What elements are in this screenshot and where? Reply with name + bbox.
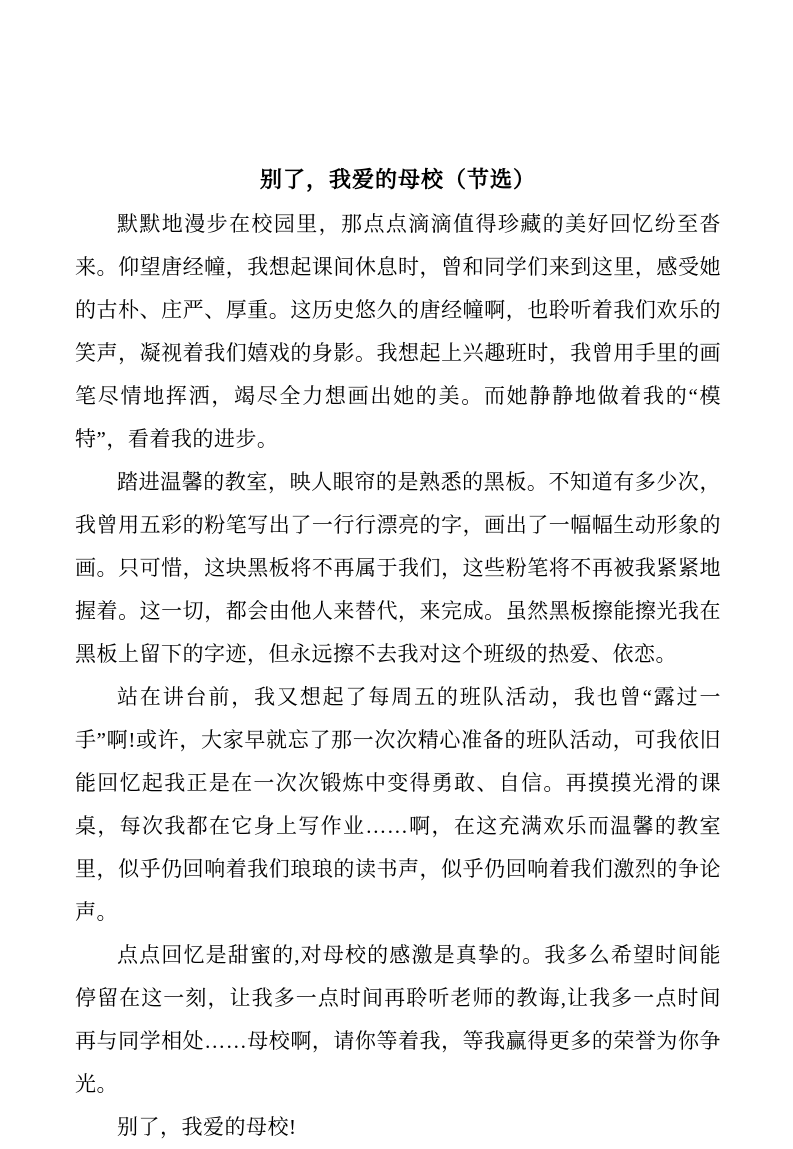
paragraph-5: 别了，我爱的母校! xyxy=(117,1115,297,1139)
essay-title: 别了，我爱的母校（节选） xyxy=(259,167,536,192)
paragraph-3: 站在讲台前，我又想起了每周五的班队活动，我也曾“露过一手”啊!或许，大家早就忘了那一次次精心准备的班队活动，可我依旧能回忆起我正是在一次次锻炼中变得勇敢、自信。再摸摸光滑的课桌，每次我都在它身上写作业……啊，在这充满欢乐而温馨的教室里，似乎仍回响着我们琅琅的读书声，似乎仍回响着我们激烈的争论声。 xyxy=(75,685,721,924)
paragraph-1: 默默地漫步在校园里，那点点滴滴值得珍藏的美好回忆纷至沓来。仰望唐经幢，我想起课间休息时，曾和同学们来到这里，感受她的古朴、庄严、厚重。这历史悠久的唐经幢啊，也聆听着我们欢乐的笑声，凝视着我们嬉戏的身影。我想起上兴趣班时，我曾用手里的画笔尽情地挥洒，竭尽全力想画出她的美。而她静静地做着我的“模特”，看着我的进步。 xyxy=(75,212,721,451)
paragraph-4: 点点回忆是甜蜜的,对母校的感激是真挚的。我多么希望时间能停留在这一刻，让我多一点时间再聆听老师的教诲,让我多一点时间再与同学相处……母校啊，请你等着我，等我赢得更多的荣誉为你争光。 xyxy=(75,943,721,1096)
paragraph-2: 踏进温馨的教室，映人眼帘的是熟悉的黑板。不知道有多少次，我曾用五彩的粉笔写出了一行行漂亮的字，画出了一幅幅生动形象的画。只可惜，这块黑板将不再属于我们，这些粉笔将不再被我紧紧地握着。这一切，都会由他人来替代，来完成。虽然黑板擦能擦光我在黑板上留下的字迹，但永远擦不去我对这个班级的热爱、依恋。 xyxy=(75,470,721,666)
